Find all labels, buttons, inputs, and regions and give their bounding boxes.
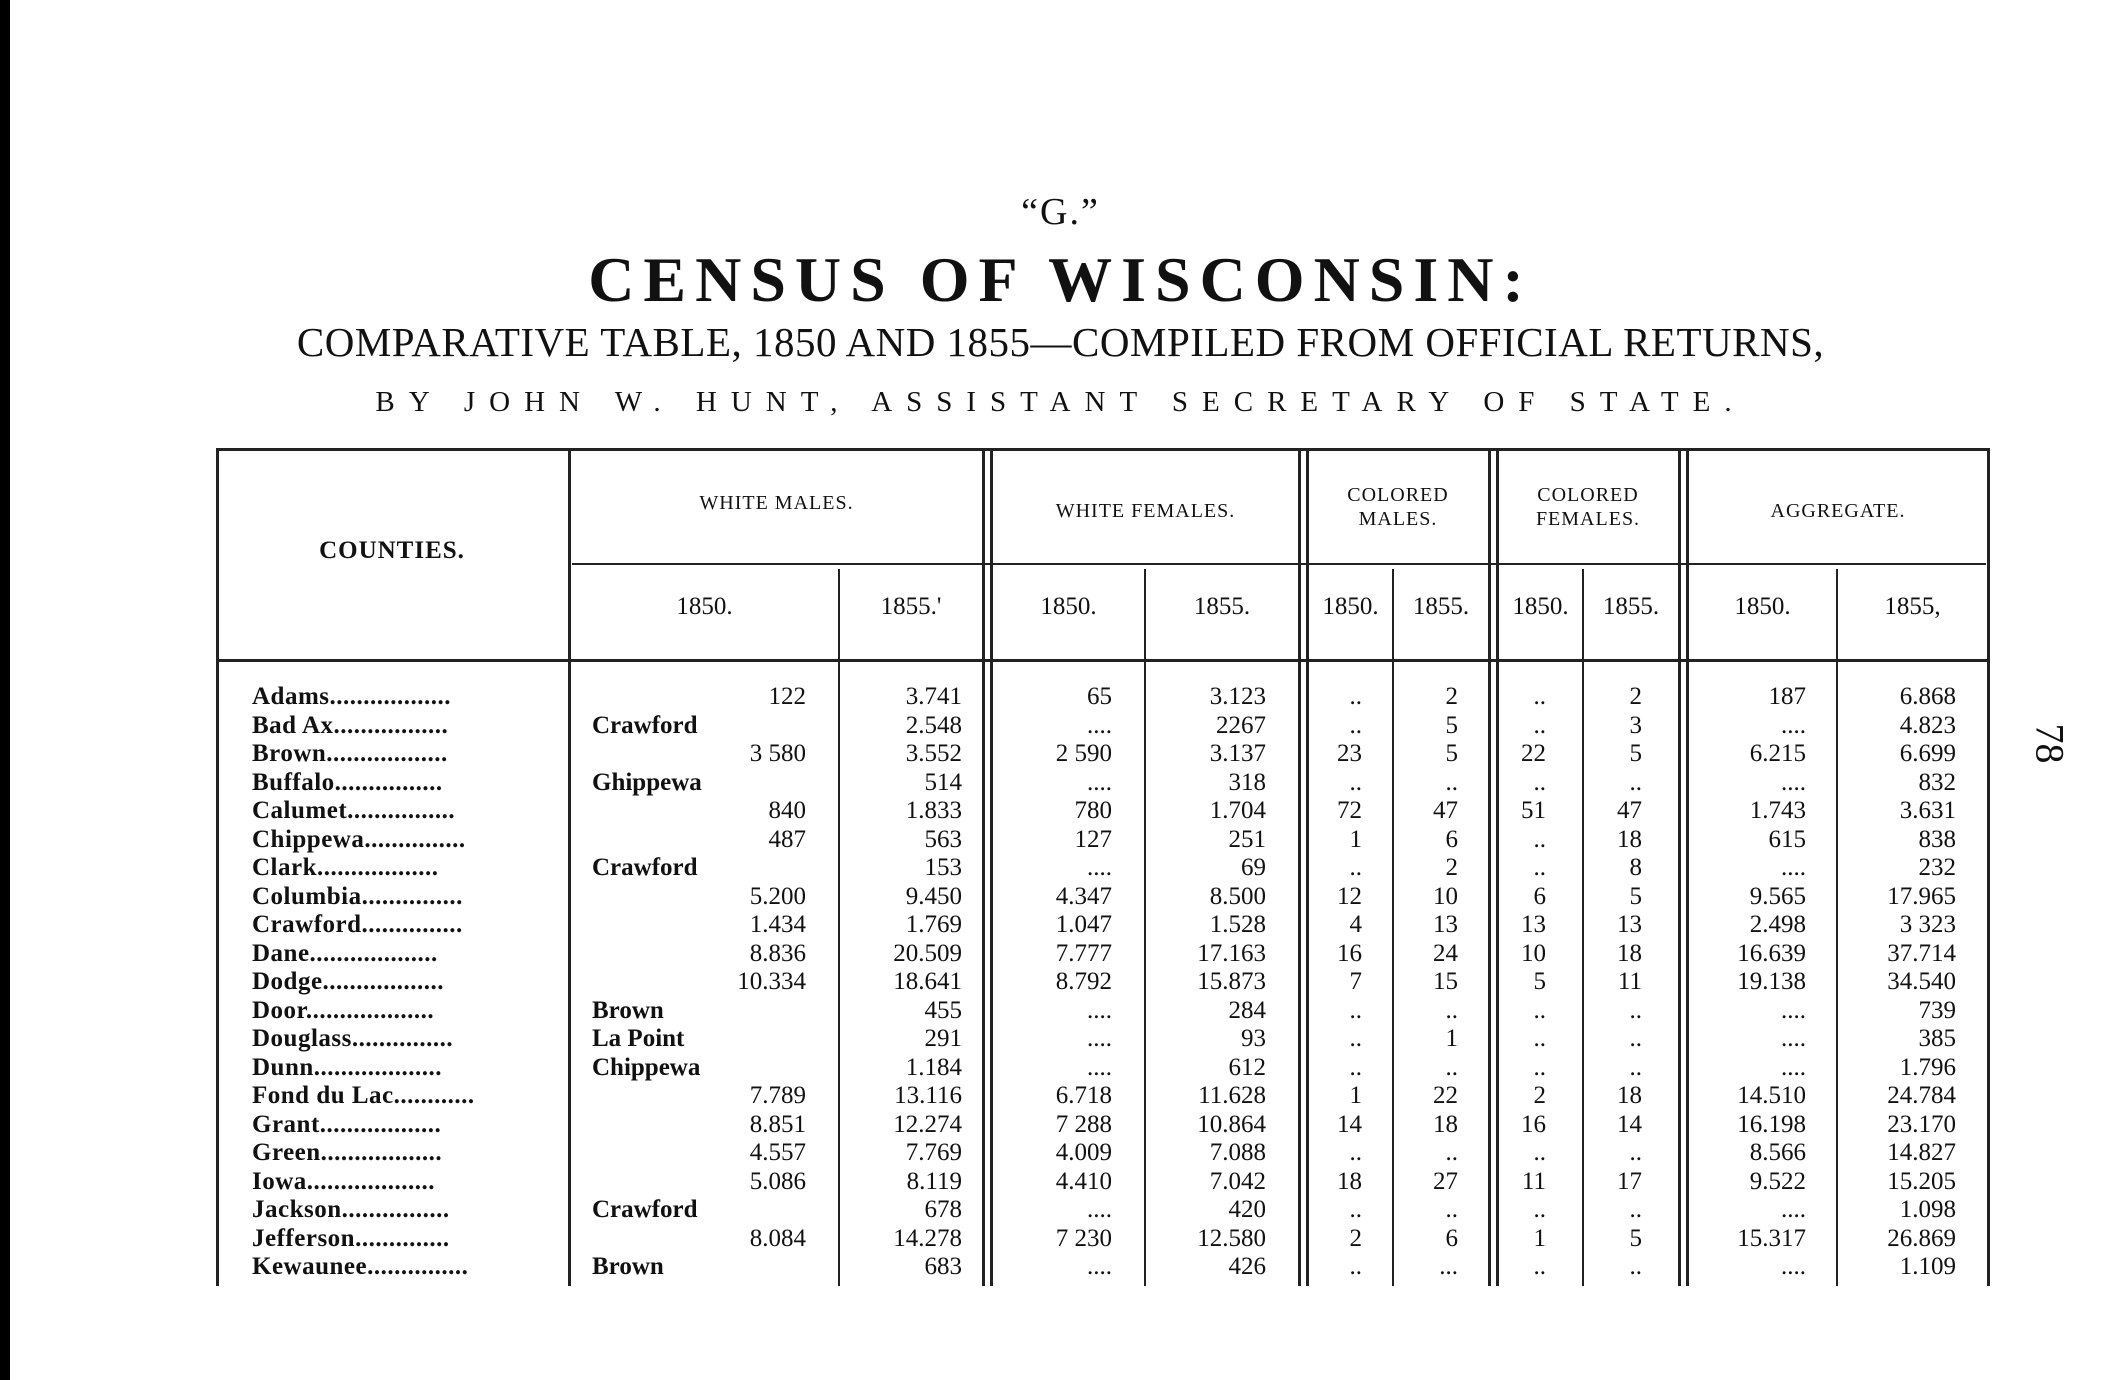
table-cell: 47	[1433, 797, 1458, 824]
table-cell: ....	[1087, 1253, 1112, 1280]
county-source: Crawford	[592, 1196, 698, 1223]
table-cell: 16	[1521, 1110, 1546, 1138]
table-cell: 10	[1433, 882, 1458, 910]
table-cell: ..	[1445, 1053, 1458, 1081]
table-cell: ..	[1445, 996, 1458, 1024]
table-cell: 14	[1337, 1110, 1362, 1138]
table-cell: 7.789	[749, 1082, 806, 1109]
table-cell: 13	[1617, 911, 1642, 938]
county-name: Columbia...............	[252, 882, 463, 910]
table-cell: 2	[1629, 683, 1642, 710]
table-row	[216, 1253, 1990, 1281]
table-cell: 3.631	[1899, 797, 1956, 824]
county-name: Crawford...............	[252, 911, 463, 938]
table-cell: ..	[1533, 711, 1546, 739]
table-row	[216, 1139, 1990, 1167]
table-cell: 27	[1433, 1167, 1458, 1195]
table-cell: ..	[1533, 1196, 1546, 1223]
table-cell: 4.823	[1899, 711, 1956, 739]
table-cell: ..	[1533, 1253, 1546, 1280]
table-cell: 16	[1337, 939, 1362, 967]
table-cell: 65	[1087, 683, 1112, 710]
county-source: La Point	[592, 1025, 685, 1052]
table-cell: 10	[1521, 939, 1546, 967]
table-cell: 232	[1918, 854, 1956, 881]
table-cell: 16.198	[1737, 1110, 1806, 1138]
table-cell: 18	[1337, 1167, 1362, 1195]
table-row	[216, 1025, 1990, 1053]
table-cell: 3 580	[749, 740, 806, 767]
table-cell: 615	[1768, 825, 1806, 853]
table-cell: 122	[768, 683, 806, 710]
table-cell: ..	[1533, 996, 1546, 1024]
table-cell: 5	[1445, 740, 1458, 767]
table-cell: 832	[1918, 768, 1956, 796]
table-cell: ..	[1629, 996, 1642, 1024]
table-cell: 34.540	[1887, 968, 1956, 995]
table-cell: 2.498	[1749, 911, 1806, 938]
table-cell: 7.042	[1209, 1167, 1266, 1195]
table-rule	[216, 659, 1990, 662]
section-label: “G.”	[1021, 191, 1100, 233]
table-cell: 23	[1337, 740, 1362, 767]
table-cell: ....	[1087, 1053, 1112, 1081]
county-name: Grant..................	[252, 1110, 442, 1138]
table-cell: 1.528	[1209, 911, 1266, 938]
table-cell: 11	[1617, 968, 1642, 995]
table-cell: 2	[1445, 683, 1458, 710]
table-row	[216, 968, 1990, 996]
table-cell: 5	[1629, 882, 1642, 910]
table-cell: 6	[1445, 1224, 1458, 1252]
table-cell: 6	[1445, 825, 1458, 853]
county-name: Chippewa...............	[252, 825, 466, 853]
table-cell: 3.552	[905, 740, 962, 767]
county-name: Adams..................	[252, 683, 452, 710]
year-header: 1850.	[1322, 593, 1379, 620]
table-cell: 1	[1533, 1224, 1546, 1252]
page-title: CENSUS OF WISCONSIN:	[588, 244, 1533, 315]
table-cell: 20.509	[893, 939, 962, 967]
county-name: Kewaunee...............	[252, 1253, 469, 1280]
table-cell: 7 288	[1055, 1110, 1112, 1138]
table-cell: ..	[1349, 854, 1362, 881]
table-cell: ..	[1629, 768, 1642, 796]
table-cell: 9.522	[1749, 1167, 1806, 1195]
table-cell: 8.119	[906, 1167, 962, 1195]
table-cell: 4.009	[1055, 1139, 1112, 1166]
table-cell: ..	[1349, 1053, 1362, 1081]
table-row	[216, 826, 1990, 854]
table-cell: 5.086	[749, 1167, 806, 1195]
county-source: Brown	[592, 996, 664, 1024]
table-cell: 153	[924, 854, 962, 881]
table-cell: 11.628	[1198, 1082, 1266, 1109]
table-cell: ....	[1781, 1053, 1806, 1081]
table-cell: 2267	[1216, 711, 1266, 739]
table-cell: ....	[1781, 768, 1806, 796]
table-cell: 51	[1521, 797, 1546, 824]
table-cell: 15	[1433, 968, 1458, 995]
county-name: Douglass...............	[252, 1025, 454, 1052]
table-cell: 426	[1228, 1253, 1266, 1280]
page-subtitle: COMPARATIVE TABLE, 1850 AND 1855—COMPILED FROM OFFICIAL RETURNS,	[296, 319, 1825, 365]
table-cell: 8.566	[1749, 1139, 1806, 1166]
table-cell: 8.084	[749, 1224, 806, 1252]
table-cell: 4.557	[749, 1139, 806, 1166]
table-cell: 4.410	[1055, 1167, 1112, 1195]
header-aggregate: AGGREGATE.	[1770, 500, 1906, 522]
table-cell: ..	[1349, 683, 1362, 710]
table-cell: 15.873	[1197, 968, 1266, 995]
table-cell: 6.718	[1055, 1082, 1112, 1109]
table-cell: 5	[1533, 968, 1546, 995]
table-cell: 3.123	[1209, 683, 1266, 710]
table-cell: 5	[1445, 711, 1458, 739]
table-cell: ..	[1349, 768, 1362, 796]
table-cell: ....	[1781, 711, 1806, 739]
table-cell: 7.777	[1055, 939, 1112, 967]
table-cell: ....	[1781, 1196, 1806, 1223]
table-cell: 420	[1228, 1196, 1266, 1223]
table-row	[216, 712, 1990, 740]
table-cell: 487	[768, 825, 806, 853]
table-cell: 5	[1629, 740, 1642, 767]
table-cell: ..	[1533, 1139, 1546, 1166]
table-cell: 385	[1918, 1025, 1956, 1052]
table-cell: ....	[1087, 1025, 1112, 1052]
table-cell: 5.200	[749, 882, 806, 910]
header-counties: COUNTIES.	[319, 537, 465, 564]
table-cell: ..	[1533, 683, 1546, 710]
table-cell: 12.580	[1197, 1224, 1266, 1252]
table-row	[216, 683, 1990, 711]
table-cell: 11	[1521, 1167, 1546, 1195]
table-cell: 2.548	[905, 711, 962, 739]
table-cell: 514	[924, 768, 962, 796]
table-cell: ..	[1533, 825, 1546, 853]
table-cell: 7.088	[1209, 1139, 1266, 1166]
table-cell: ....	[1781, 1025, 1806, 1052]
table-row	[216, 883, 1990, 911]
table-cell: 8.500	[1209, 882, 1266, 910]
table-row	[216, 1054, 1990, 1082]
table-cell: ....	[1087, 996, 1112, 1024]
county-name: Iowa...................	[252, 1167, 436, 1195]
table-row	[216, 854, 1990, 882]
county-source: Crawford	[592, 711, 698, 739]
table-cell: 780	[1074, 797, 1112, 824]
table-cell: 19.138	[1737, 968, 1806, 995]
table-cell: 2	[1445, 854, 1458, 881]
table-row	[216, 1111, 1990, 1139]
table-cell: 455	[924, 996, 962, 1024]
table-cell: ..	[1349, 711, 1362, 739]
table-cell: 1	[1349, 1082, 1362, 1109]
table-cell: 10.864	[1197, 1110, 1266, 1138]
table-cell: 563	[924, 825, 962, 853]
table-cell: 2	[1533, 1082, 1546, 1109]
county-name: Dane...................	[252, 939, 438, 967]
table-row	[216, 769, 1990, 797]
table-cell: 6.699	[1899, 740, 1956, 767]
table-cell: 6.215	[1749, 740, 1806, 767]
table-cell: 17.163	[1197, 939, 1266, 967]
census-table	[216, 448, 1990, 1286]
table-cell: ....	[1087, 854, 1112, 881]
table-cell: 9.565	[1749, 882, 1806, 910]
table-cell: 14.510	[1737, 1082, 1806, 1109]
table-cell: 24	[1433, 939, 1458, 967]
table-cell: ....	[1087, 768, 1112, 796]
county-name: Jackson................	[252, 1196, 450, 1223]
table-cell: 3 323	[1899, 911, 1956, 938]
table-cell: ..	[1445, 768, 1458, 796]
county-name: Green..................	[252, 1139, 443, 1166]
table-cell: 1.047	[1055, 911, 1112, 938]
table-cell: 6.868	[1899, 683, 1956, 710]
table-cell: 13.116	[894, 1082, 962, 1109]
table-cell: ..	[1629, 1253, 1642, 1280]
table-cell: 37.714	[1887, 939, 1956, 967]
table-cell: 1.704	[1209, 797, 1266, 824]
table-cell: 72	[1337, 797, 1362, 824]
table-cell: 15.317	[1737, 1224, 1806, 1252]
table-cell: 3.741	[905, 683, 962, 710]
table-cell: 1.098	[1899, 1196, 1956, 1223]
table-cell: ..	[1533, 1053, 1546, 1081]
table-cell: ..	[1349, 996, 1362, 1024]
county-source: Chippewa	[592, 1053, 701, 1081]
header-white-males: WHITE MALES.	[699, 492, 854, 514]
table-row	[216, 1168, 1990, 1196]
table-cell: 318	[1228, 768, 1266, 796]
table-cell: 1	[1445, 1025, 1458, 1052]
table-cell: ..	[1349, 1253, 1362, 1280]
table-cell: ...	[1439, 1253, 1458, 1280]
county-name: Calumet................	[252, 797, 456, 824]
table-row	[216, 997, 1990, 1025]
table-cell: 8.851	[749, 1110, 806, 1138]
table-cell: ....	[1781, 996, 1806, 1024]
county-name: Fond du Lac............	[252, 1082, 475, 1109]
year-header: 1855.	[1193, 593, 1251, 620]
header-colored-males: COLORED MALES.	[1347, 484, 1449, 530]
table-cell: 1.109	[1899, 1253, 1956, 1280]
county-source: Brown	[592, 1253, 664, 1280]
table-row	[216, 911, 1990, 939]
table-cell: ..	[1445, 1139, 1458, 1166]
table-row	[216, 740, 1990, 768]
county-name: Bad Ax.................	[252, 711, 449, 739]
table-cell: 2 590	[1055, 740, 1112, 767]
table-cell: ....	[1087, 711, 1112, 739]
table-cell: 12.274	[893, 1110, 962, 1138]
table-cell: 612	[1228, 1053, 1266, 1081]
table-cell: 739	[1918, 996, 1956, 1024]
table-cell: 18	[1433, 1110, 1458, 1138]
table-cell: ..	[1533, 854, 1546, 881]
table-cell: 1.743	[1749, 797, 1806, 824]
table-cell: 17.965	[1887, 882, 1956, 910]
table-cell: 187	[1768, 683, 1806, 710]
table-cell: 5	[1629, 1224, 1642, 1252]
table-cell: 1.434	[749, 911, 806, 938]
county-source: Ghippewa	[592, 768, 702, 796]
header-white-females: WHITE FEMALES.	[1055, 500, 1236, 522]
table-cell: 1	[1349, 825, 1362, 853]
table-cell: 69	[1241, 854, 1266, 881]
table-cell: ....	[1781, 1253, 1806, 1280]
header-colored-females: COLORED FEMALES.	[1535, 484, 1641, 530]
table-cell: ..	[1349, 1025, 1362, 1052]
table-cell: 14	[1617, 1110, 1642, 1138]
table-cell: 15.205	[1887, 1167, 1956, 1195]
table-cell: 284	[1228, 996, 1266, 1024]
table-cell: 6	[1533, 882, 1546, 910]
table-cell: ..	[1349, 1139, 1362, 1166]
table-row	[216, 1225, 1990, 1253]
table-cell: 9.450	[905, 882, 962, 910]
table-cell: 47	[1617, 797, 1642, 824]
table-cell: ..	[1629, 1053, 1642, 1081]
table-cell: 16.639	[1737, 939, 1806, 967]
byline: BY JOHN W. HUNT, ASSISTANT SECRETARY OF STATE.	[375, 386, 1746, 418]
table-cell: 26.869	[1887, 1224, 1956, 1252]
table-cell: 12	[1337, 882, 1362, 910]
year-header: 1850.	[676, 593, 733, 620]
table-cell: 1.184	[905, 1053, 962, 1081]
table-cell: ..	[1533, 1025, 1546, 1052]
table-cell: ....	[1781, 854, 1806, 881]
table-cell: 22	[1433, 1082, 1458, 1109]
table-cell: 8.836	[749, 939, 806, 967]
table-cell: 251	[1228, 825, 1266, 853]
table-cell: 4.347	[1055, 882, 1112, 910]
table-cell: ..	[1629, 1196, 1642, 1223]
county-name: Clark..................	[252, 854, 439, 881]
table-row	[216, 1196, 1990, 1224]
table-row	[216, 940, 1990, 968]
table-cell: 127	[1074, 825, 1112, 853]
table-cell: 93	[1241, 1025, 1266, 1052]
table-cell: ..	[1629, 1025, 1642, 1052]
table-cell: 18	[1617, 939, 1642, 967]
table-cell: ..	[1533, 768, 1546, 796]
table-cell: 18.641	[893, 968, 962, 995]
year-header: 1850.	[1512, 593, 1569, 620]
table-cell: 291	[924, 1025, 962, 1052]
table-cell: 17	[1617, 1167, 1642, 1195]
county-name: Buffalo................	[252, 768, 443, 796]
page-number: 78	[2027, 723, 2073, 764]
year-header: 1850.	[1734, 593, 1791, 620]
table-cell: 14.278	[893, 1224, 962, 1252]
table-cell: ....	[1087, 1196, 1112, 1223]
table-cell: ..	[1629, 1139, 1642, 1166]
table-cell: 18	[1617, 825, 1642, 853]
year-header: 1850.	[1040, 593, 1097, 620]
table-cell: 22	[1521, 740, 1546, 767]
table-cell: 1.833	[905, 797, 962, 824]
county-name: Door...................	[252, 996, 435, 1024]
table-cell: 3.137	[1209, 740, 1266, 767]
table-cell: 18	[1617, 1082, 1642, 1109]
year-header: 1855.	[1412, 593, 1470, 620]
table-rule	[572, 563, 1986, 565]
county-name: Brown..................	[252, 740, 448, 767]
county-name: Dunn...................	[252, 1053, 443, 1081]
table-cell: 683	[924, 1253, 962, 1280]
year-header: 1855.	[1602, 593, 1660, 620]
year-header: 1855.'	[880, 593, 942, 620]
table-cell: 13	[1433, 911, 1458, 938]
table-cell: 8	[1629, 854, 1642, 881]
table-cell: 840	[768, 797, 806, 824]
county-name: Dodge..................	[252, 968, 445, 995]
table-cell: 7	[1349, 968, 1362, 995]
table-cell: 3	[1629, 711, 1642, 739]
table-cell: 678	[924, 1196, 962, 1223]
table-row	[216, 1082, 1990, 1110]
year-header: 1855,	[1884, 593, 1941, 620]
table-cell: 838	[1918, 825, 1956, 853]
table-cell: 8.792	[1055, 968, 1112, 995]
table-cell: ..	[1445, 1196, 1458, 1223]
table-cell: 1.796	[1899, 1053, 1956, 1081]
table-cell: 23.170	[1887, 1110, 1956, 1138]
table-cell: 24.784	[1887, 1082, 1956, 1109]
county-name: Jefferson..............	[252, 1224, 450, 1252]
table-cell: 7.769	[905, 1139, 962, 1166]
table-cell: 13	[1521, 911, 1546, 938]
table-cell: 14.827	[1887, 1139, 1956, 1166]
table-cell: 2	[1349, 1224, 1362, 1252]
table-cell: ..	[1349, 1196, 1362, 1223]
table-cell: 4	[1349, 911, 1362, 938]
table-cell: 10.334	[737, 968, 806, 995]
county-source: Crawford	[592, 854, 698, 881]
table-cell: 7 230	[1055, 1224, 1112, 1252]
table-row	[216, 797, 1990, 825]
table-cell: 1.769	[905, 911, 962, 938]
